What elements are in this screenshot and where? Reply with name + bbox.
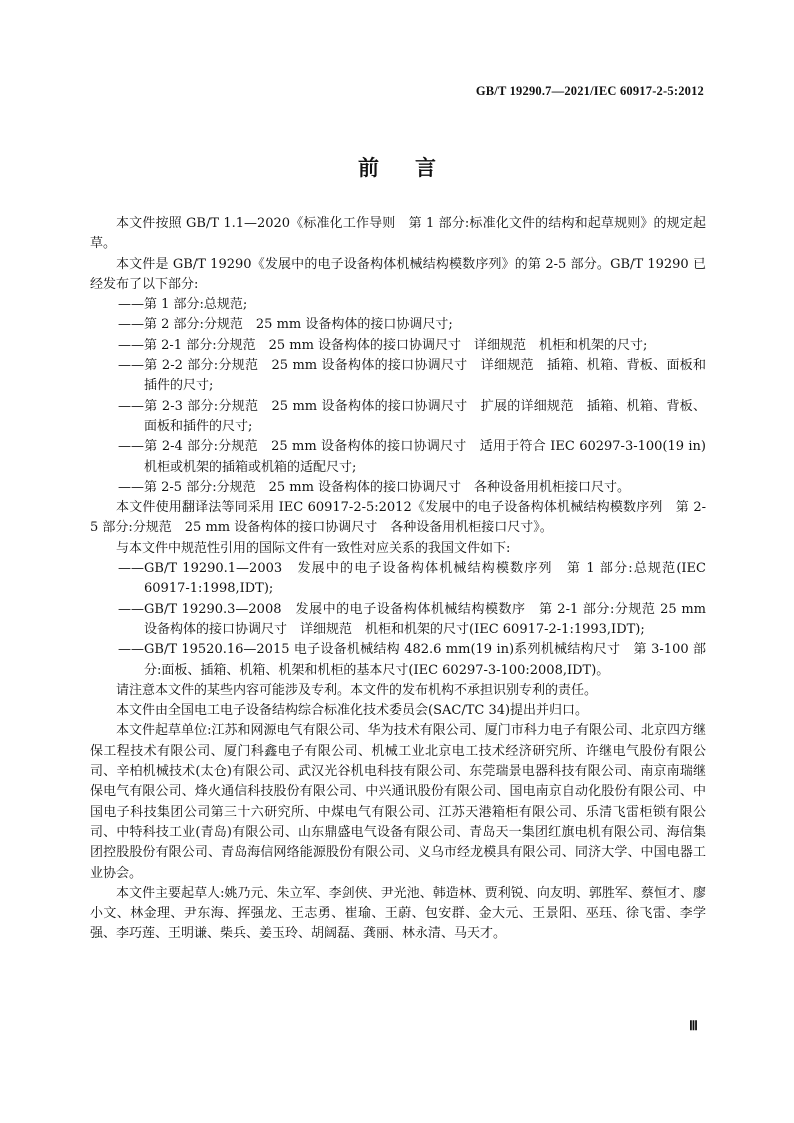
paragraph-committee: 本文件由全国电工电子设备结构综合标准化技术委员会(SAC/TC 34)提出并归口。	[116, 703, 589, 719]
paragraph-drafters: 本文件主要起草人:姚乃元、朱立军、李剑侠、尹光池、韩造林、贾利锐、向友明、郭胜军、蔡恒才、廖小文、林金理、尹东海、挥强龙、王志勇、崔瑜、王蔚、包安群、金大元、王景阳、巫珏、徐飞雷、李学强、李巧莲、王明谦、柴兵、姜玉玲、胡阔磊、龚丽、林永清、马天才。	[90, 885, 706, 942]
paragraph-adoption: 本文件使用翻译法等同采用 IEC 60917-2-5:2012《发展中的电子设备构体机械结构模数序列 第 2-5 部分:分规范 25 mm 设备构体的接口协调尺寸 各种设备用机柜接口尺寸》。	[90, 500, 706, 536]
document-body	[90, 214, 706, 945]
paragraph-series-intro: 本文件是 GB/T 19290《发展中的电子设备构体机械结构模数序列》的第 2-5 部分。GB/T 19290 已经发布了以下部分:	[90, 256, 706, 292]
list-item-part-2-2: ——第 2-2 部分:分规范 25 mm 设备构体的接口协调尺寸 详细规范 插箱、机箱、背板、面板和插件的尺寸;	[118, 358, 706, 394]
standard-code-header: GB/T 19290.7—2021/IEC 60917-2-5:2012	[475, 84, 704, 98]
page-title: 前言	[358, 155, 472, 180]
list-item-part-2-4: ——第 2-4 部分:分规范 25 mm 设备构体的接口协调尺寸 适用于符合 IEC 60297-3-100(19 in)机柜或机架的插箱或机箱的适配尺寸;	[118, 439, 706, 475]
list-item-part-2-3: ——第 2-3 部分:分规范 25 mm 设备构体的接口协调尺寸 扩展的详细规范 插箱、机箱、背板、面板和插件的尺寸;	[118, 398, 706, 434]
list-item-ref-1: ——GB/T 19290.1—2003 发展中的电子设备构体机械结构模数序列 第 1 部分:总规范(IEC 60917-1:1998,IDT);	[118, 561, 706, 597]
list-item-part-1: ——第 1 部分:总规范;	[118, 297, 248, 313]
list-item-ref-3: ——GB/T 19520.16—2015 电子设备机械结构 482.6 mm(19 in)系列机械结构尺寸 第 3-100 部分:面板、插箱、机箱、机架和机柜的基本尺寸(IEC 60297-3-100:2008,IDT)。	[118, 642, 706, 678]
page-number: Ⅲ	[689, 1018, 698, 1033]
list-item-part-2-5: ——第 2-5 部分:分规范 25 mm 设备构体的接口协调尺寸 各种设备用机柜接口尺寸。	[118, 479, 631, 495]
list-item-part-2-1: ——第 2-1 部分:分规范 25 mm 设备构体的接口协调尺寸 详细规范 机柜和机架的尺寸;	[118, 337, 648, 353]
paragraph-correspondence-intro: 与本文件中规范性引用的国际文件有一致性对应关系的我国文件如下:	[116, 540, 511, 556]
paragraph-patent-notice: 请注意本文件的某些内容可能涉及专利。本文件的发布机构不承担识别专利的责任。	[116, 682, 598, 698]
list-item-ref-2: ——GB/T 19290.3—2008 发展中的电子设备构体机械结构模数序 第 2-1 部分:分规范 25 mm 设备构体的接口协调尺寸 详细规范 机柜和机架的尺寸(IEC 60917-2-1:1993,IDT);	[118, 601, 706, 637]
paragraph-drafting-rules: 本文件按照 GB/T 1.1—2020《标准化工作导则 第 1 部分:标准化文件的结构和起草规则》的规定起草。	[90, 216, 706, 252]
list-item-part-2: ——第 2 部分:分规范 25 mm 设备构体的接口协调尺寸;	[118, 317, 453, 333]
paragraph-drafting-units: 本文件起草单位:江苏和网源电气有限公司、华为技术有限公司、厦门市科力电子有限公司、北京四方继保工程技术有限公司、厦门科鑫电子有限公司、机械工业北京电工技术经济研究所、许继电气股份有限公司、辛柏机械技术(太仓)有限公司、武汉光谷机电科技有限公司、东莞瑞景电器科技有限公司、南京南瑞继保电气有限公司、烽火通信科技股份有限公司、中兴通讯股份有限公司、国电南京自动化股份有限公司、中国电子科技集团公司第三十六研究所、中煤电气有限公司、江苏天港箱柜有限公司、乐清飞雷柜锁有限公司、中特科技工业(青岛)有限公司、山东鼎盛电气设备有限公司、青岛天一集团红旗电机有限公司、海信集团控股股份有限公司、青岛海信网络能源股份有限公司、义乌市经龙模具有限公司、同济大学、中国电器工业协会。	[90, 723, 706, 881]
